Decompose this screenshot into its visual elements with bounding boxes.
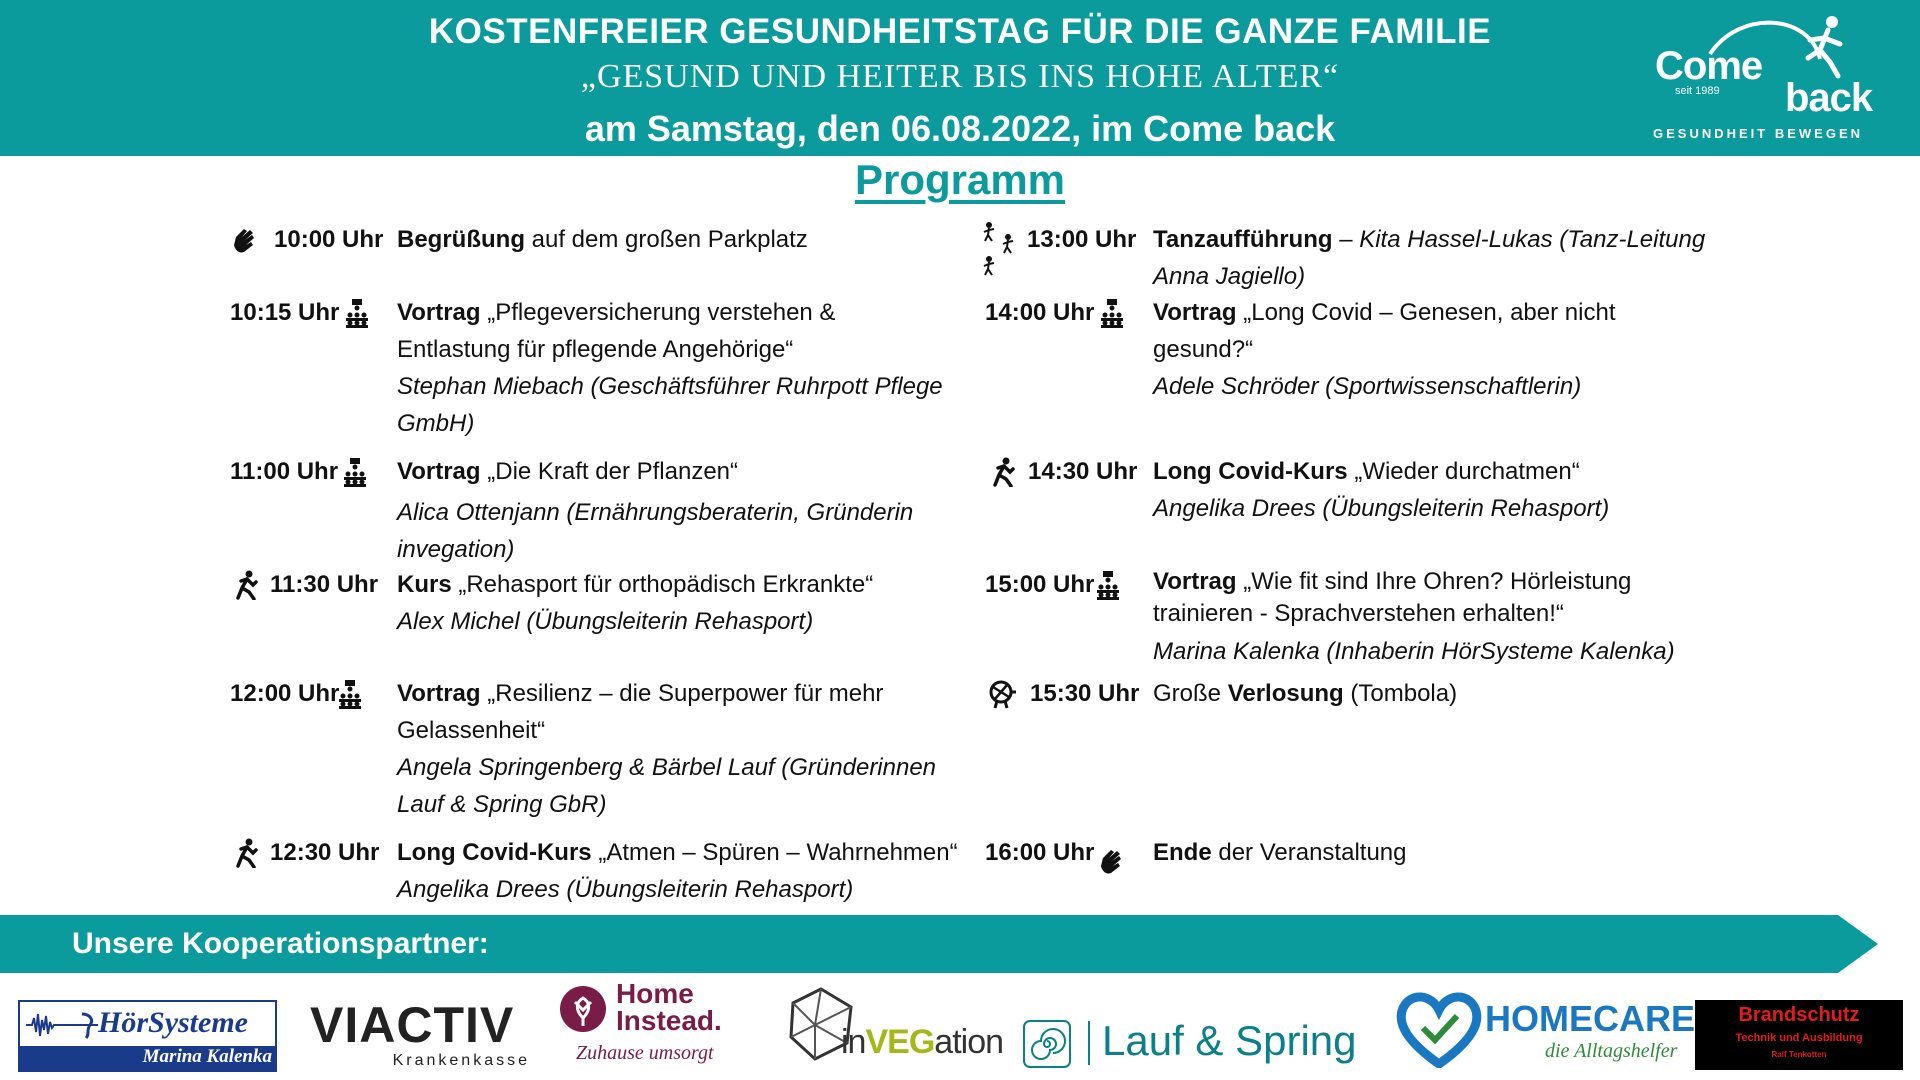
partner-heading: Unsere Kooperationspartner: <box>72 927 489 960</box>
homecare-logo <box>1395 990 1696 1075</box>
entry-time: 16:00 Uhr <box>985 839 1095 866</box>
entry-type: Vortrag <box>1153 568 1237 595</box>
entry-speaker: Anna Jagiello) <box>1153 263 1306 290</box>
entry-type: Long Covid-Kurs <box>397 839 592 866</box>
entry-text-cont: Entlastung für pflegende Angehörige“ <box>397 336 794 363</box>
waving-hand-icon <box>230 225 260 255</box>
entry-text-cont: Gelassenheit“ <box>397 717 546 744</box>
entry-speaker: Angelika Drees (Übungsleiterin Rehasport) <box>397 876 854 903</box>
presentation-audience-icon <box>340 457 370 487</box>
entry-speaker: Alica Ottenjann (Ernährungsberaterin, Gründerin <box>397 499 914 526</box>
viactiv-logo <box>310 997 530 1070</box>
entry-type: Kurs <box>397 571 452 598</box>
exercise-person-icon <box>232 570 262 600</box>
presentation-audience-icon <box>342 298 372 328</box>
hoersysteme-owner: Marina Kalenka <box>142 1046 272 1067</box>
partner-logos <box>0 975 1920 1080</box>
home-instead-slogan: Zuhause umsorgt <box>576 1042 714 1064</box>
logo-word-back: back <box>1785 76 1873 120</box>
entry-time: 15:30 Uhr <box>1030 680 1140 707</box>
invegation-mid: VEG <box>865 1023 935 1061</box>
entry-text: „Resilienz – die Superpower für mehr <box>480 680 884 707</box>
logo-since: seit 1989 <box>1675 85 1720 97</box>
entry-type: Vortrag <box>397 299 481 326</box>
divider <box>1088 1021 1090 1065</box>
entry-time: 14:00 Uhr <box>985 299 1095 326</box>
entry-type: Vortrag <box>397 458 481 485</box>
entry-time: 11:00 Uhr <box>230 458 339 485</box>
exercise-person-icon <box>989 457 1019 487</box>
home-instead-logo <box>560 980 740 1070</box>
presentation-audience-icon <box>335 679 365 709</box>
heart-icon <box>1395 992 1483 1068</box>
entry-time: 13:00 Uhr <box>1027 226 1137 253</box>
brandschutz-logo <box>1695 1000 1903 1070</box>
entry-type: Verlosung <box>1227 680 1344 707</box>
presentation-audience-icon <box>1093 570 1123 600</box>
entry-speaker: Stephan Miebach (Geschäftsführer Ruhrpott Pflege <box>397 373 943 400</box>
entry-text: „Wieder durchatmen“ <box>1347 458 1580 485</box>
entry-time: 12:00 Uhr <box>230 680 340 707</box>
entry-text-cont: gesund?“ <box>1153 336 1254 363</box>
program-heading: Programm <box>854 156 1066 203</box>
entry-time: 12:30 Uhr <box>270 839 380 866</box>
entry-text: „Rehasport für orthopädisch Erkrankte“ <box>451 571 874 598</box>
entry-time: 10:00 Uhr <box>274 226 384 253</box>
entry-text: – <box>1332 226 1360 253</box>
logo-word-come: Come <box>1655 44 1763 88</box>
brandschutz-sub: Technik und Ausbildung <box>1735 1032 1863 1044</box>
entry-type: Vortrag <box>397 680 481 707</box>
event-subtitle: „GESUND UND HEITER BIS INS HOHE ALTER“ <box>580 58 1340 95</box>
entry-speaker: Adele Schröder (Sportwissenschaftlerin) <box>1153 373 1582 400</box>
home-instead-line2: Instead. <box>616 1005 722 1036</box>
entry-speaker: Angelika Drees (Übungsleiterin Rehasport) <box>1153 495 1610 522</box>
entry-speaker: invegation) <box>397 536 515 563</box>
home-instead-line1: Home <box>616 978 694 1009</box>
entry-text: „Long Covid – Genesen, aber nicht <box>1236 299 1616 326</box>
header-banner <box>0 0 1920 156</box>
entry-type: Vortrag <box>1153 299 1237 326</box>
entry-time: 11:30 Uhr <box>270 571 379 598</box>
entry-text: (Tombola) <box>1343 680 1458 707</box>
homecare-name: HOMECARE <box>1485 998 1696 1039</box>
hoersysteme-name: HörSysteme <box>98 1006 248 1039</box>
exercise-person-icon <box>232 838 262 868</box>
homecare-slogan: die Alltagshelfer <box>1545 1040 1678 1062</box>
entry-type: Tanzaufführung <box>1153 226 1333 253</box>
entry-speaker: GmbH) <box>397 410 475 437</box>
event-date: am Samstag, den 06.08.2022, im Come back <box>584 108 1336 149</box>
invegation-post: ation <box>934 1023 1004 1061</box>
invegation-pre: in <box>841 1023 866 1061</box>
event-title: KOSTENFREIER GESUNDHEITSTAG FÜR DIE GANZE FAMILIE <box>428 12 1492 51</box>
raffle-drum-icon <box>987 679 1017 709</box>
entry-text: auf dem großen Parkplatz <box>524 226 808 253</box>
entry-text: „Wie fit sind Ihre Ohren? Hörleistung <box>1236 568 1632 595</box>
entry-speaker: Marina Kalenka (Inhaberin HörSysteme Kalenka) <box>1153 638 1675 665</box>
spiral-icon <box>1022 1019 1072 1069</box>
entry-speaker: Angela Springenberg & Bärbel Lauf (Gründerinnen <box>397 754 937 781</box>
sound-wave-icon <box>26 1010 98 1040</box>
entry-text: der Veranstaltung <box>1211 839 1407 866</box>
entry-speaker: Kita Hassel-Lukas (Tanz-Leitung <box>1359 226 1706 253</box>
entry-type: Ende <box>1153 839 1212 866</box>
come-back-logo <box>1650 14 1880 144</box>
entry-type: Long Covid-Kurs <box>1153 458 1348 485</box>
hoersysteme-logo <box>18 1000 277 1072</box>
lauf-spring-name: Lauf & Spring <box>1102 1017 1357 1064</box>
brandschutz-name: Brandschutz <box>1738 1004 1860 1026</box>
entry-time: 10:15 Uhr <box>230 299 340 326</box>
entry-type: Begrüßung <box>397 226 525 253</box>
entry-time: 15:00 Uhr <box>985 571 1095 598</box>
dancers-icon <box>983 221 1017 281</box>
entry-text: „Die Kraft der Pflanzen“ <box>480 458 739 485</box>
presentation-audience-icon <box>1097 298 1127 328</box>
entry-text-cont: trainieren - Sprachverstehen erhalten!“ <box>1153 600 1564 627</box>
brandschutz-owner: Ralf Tenkotten <box>1771 1050 1827 1059</box>
logo-tagline: GESUNDHEIT BEWEGEN <box>1653 126 1864 141</box>
waving-hand-icon <box>1097 846 1127 876</box>
entry-speaker: Lauf & Spring GbR) <box>397 791 607 818</box>
entry-text: „Atmen – Spüren – Wahrnehmen“ <box>591 839 958 866</box>
entry-speaker: Alex Michel (Übungsleiterin Rehasport) <box>397 608 814 635</box>
invegation-logo <box>785 985 1004 1070</box>
viactiv-sub: Krankenkasse <box>392 1052 530 1069</box>
viactiv-name: VIACTIV <box>310 997 515 1053</box>
entry-text: „Pflegeversicherung verstehen & <box>480 299 836 326</box>
tulip-icon <box>560 986 606 1032</box>
entry-text: Große <box>1153 680 1228 707</box>
entry-time: 14:30 Uhr <box>1028 458 1138 485</box>
lauf-spring-logo <box>1022 1015 1367 1070</box>
